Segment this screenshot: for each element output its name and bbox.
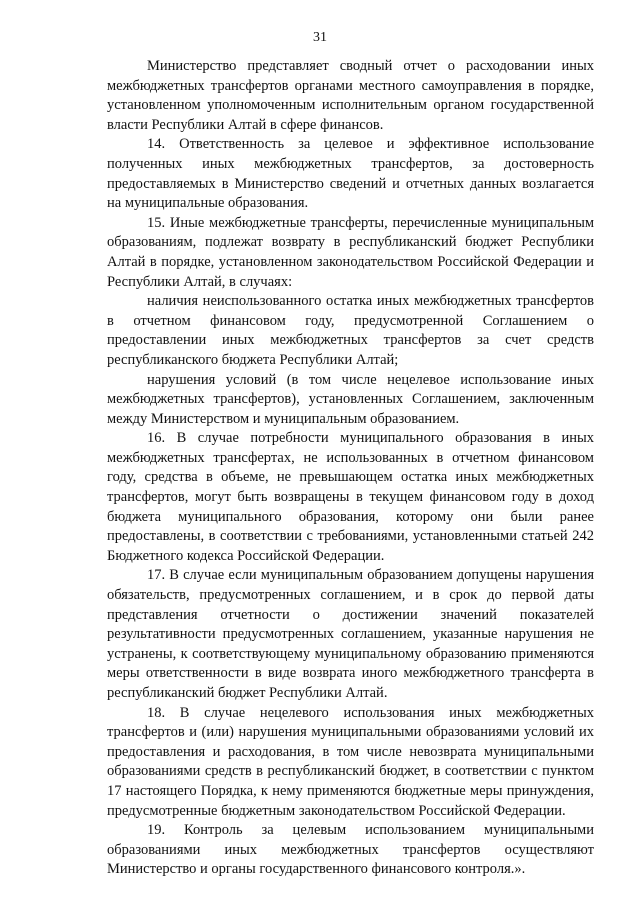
page-number: 31 (313, 30, 327, 45)
paragraph-ministry-report: Министерство представляет сводный отчет о расходовании иных межбюджетных трансфертов органами местного самоуправления в порядке, установленном уполномоченным исполнительным органом государственной власти Республики Алтай в сфере финансов. (107, 58, 594, 133)
paragraph-15-return: 15. Иные межбюджетные трансферты, перечисленные муниципальным образованиям, подлежат возврату в республиканский бюджет Республики Алтай в порядке, установленном законодательством Российской Федерации и Республики Алтай, в случаях: (107, 214, 594, 290)
paragraph-17-obligations: 17. В случае если муниципальным образованием допущены нарушения обязательств, предусмотренных соглашением, и в срок до первой даты представления отчетности о достижении значений показателей результативности предусмотренных соглашением, указанные нарушения не устранены, к соответствующему муниципальному образованию применяются меры ответственности в виде возврата иного межбюджетного трансферта в республиканский бюджет Республики Алтай. (107, 567, 594, 701)
paragraph-19-control: 19. Контроль за целевым использованием муниципальными образованиями иных межбюджетных трансфертов осуществляют Министерство и органы государственного финансового контроля.». (107, 822, 594, 878)
document-body (107, 57, 594, 880)
paragraph-16-needs: 16. В случае потребности муниципального образования в иных межбюджетных трансфертах, не использованных в отчетном финансовом году, средства в объеме, не превышающем остатка иных межбюджетных трансфертов, могут быть возвращены в текущем финансовом году в доход бюджета муниципального образования, которому они были ранее предоставлены, в соответствии с требованиями, установленными статьей 242 Бюджетного кодекса Российской Федерации. (107, 430, 594, 564)
paragraph-18-misuse: 18. В случае нецелевого использования иных межбюджетных трансфертов и (или) нарушения муниципальными образованиями условий их предоставления и расходования, в том числе невозврата муниципальными образованиями средств в республиканский бюджет, в соответствии с пунктом 17 настоящего Порядка, к нему применяются бюджетные меры принуждения, предусмотренные бюджетным законодательством Российской Федерации. (107, 704, 594, 819)
paragraph-15-case-violation: нарушения условий (в том числе нецелевое использование иных межбюджетных трансфертов), установленных Соглашением, заключенным между Министерством и муниципальным образованием. (107, 371, 594, 427)
paragraph-15-case-unused-balance: наличия неиспользованного остатка иных межбюджетных трансфертов в отчетном финансовом году, предусмотренной Соглашением о предоставлении иных межбюджетных трансфертов за счет средств республиканского бюджета Республики Алтай; (107, 293, 594, 368)
paragraph-14-responsibility: 14. Ответственность за целевое и эффективное использование полученных иных межбюджетных трансфертов, за достоверность предоставляемых в Министерство сведений и отчетных данных возлагается на муниципальные образования. (107, 136, 594, 212)
